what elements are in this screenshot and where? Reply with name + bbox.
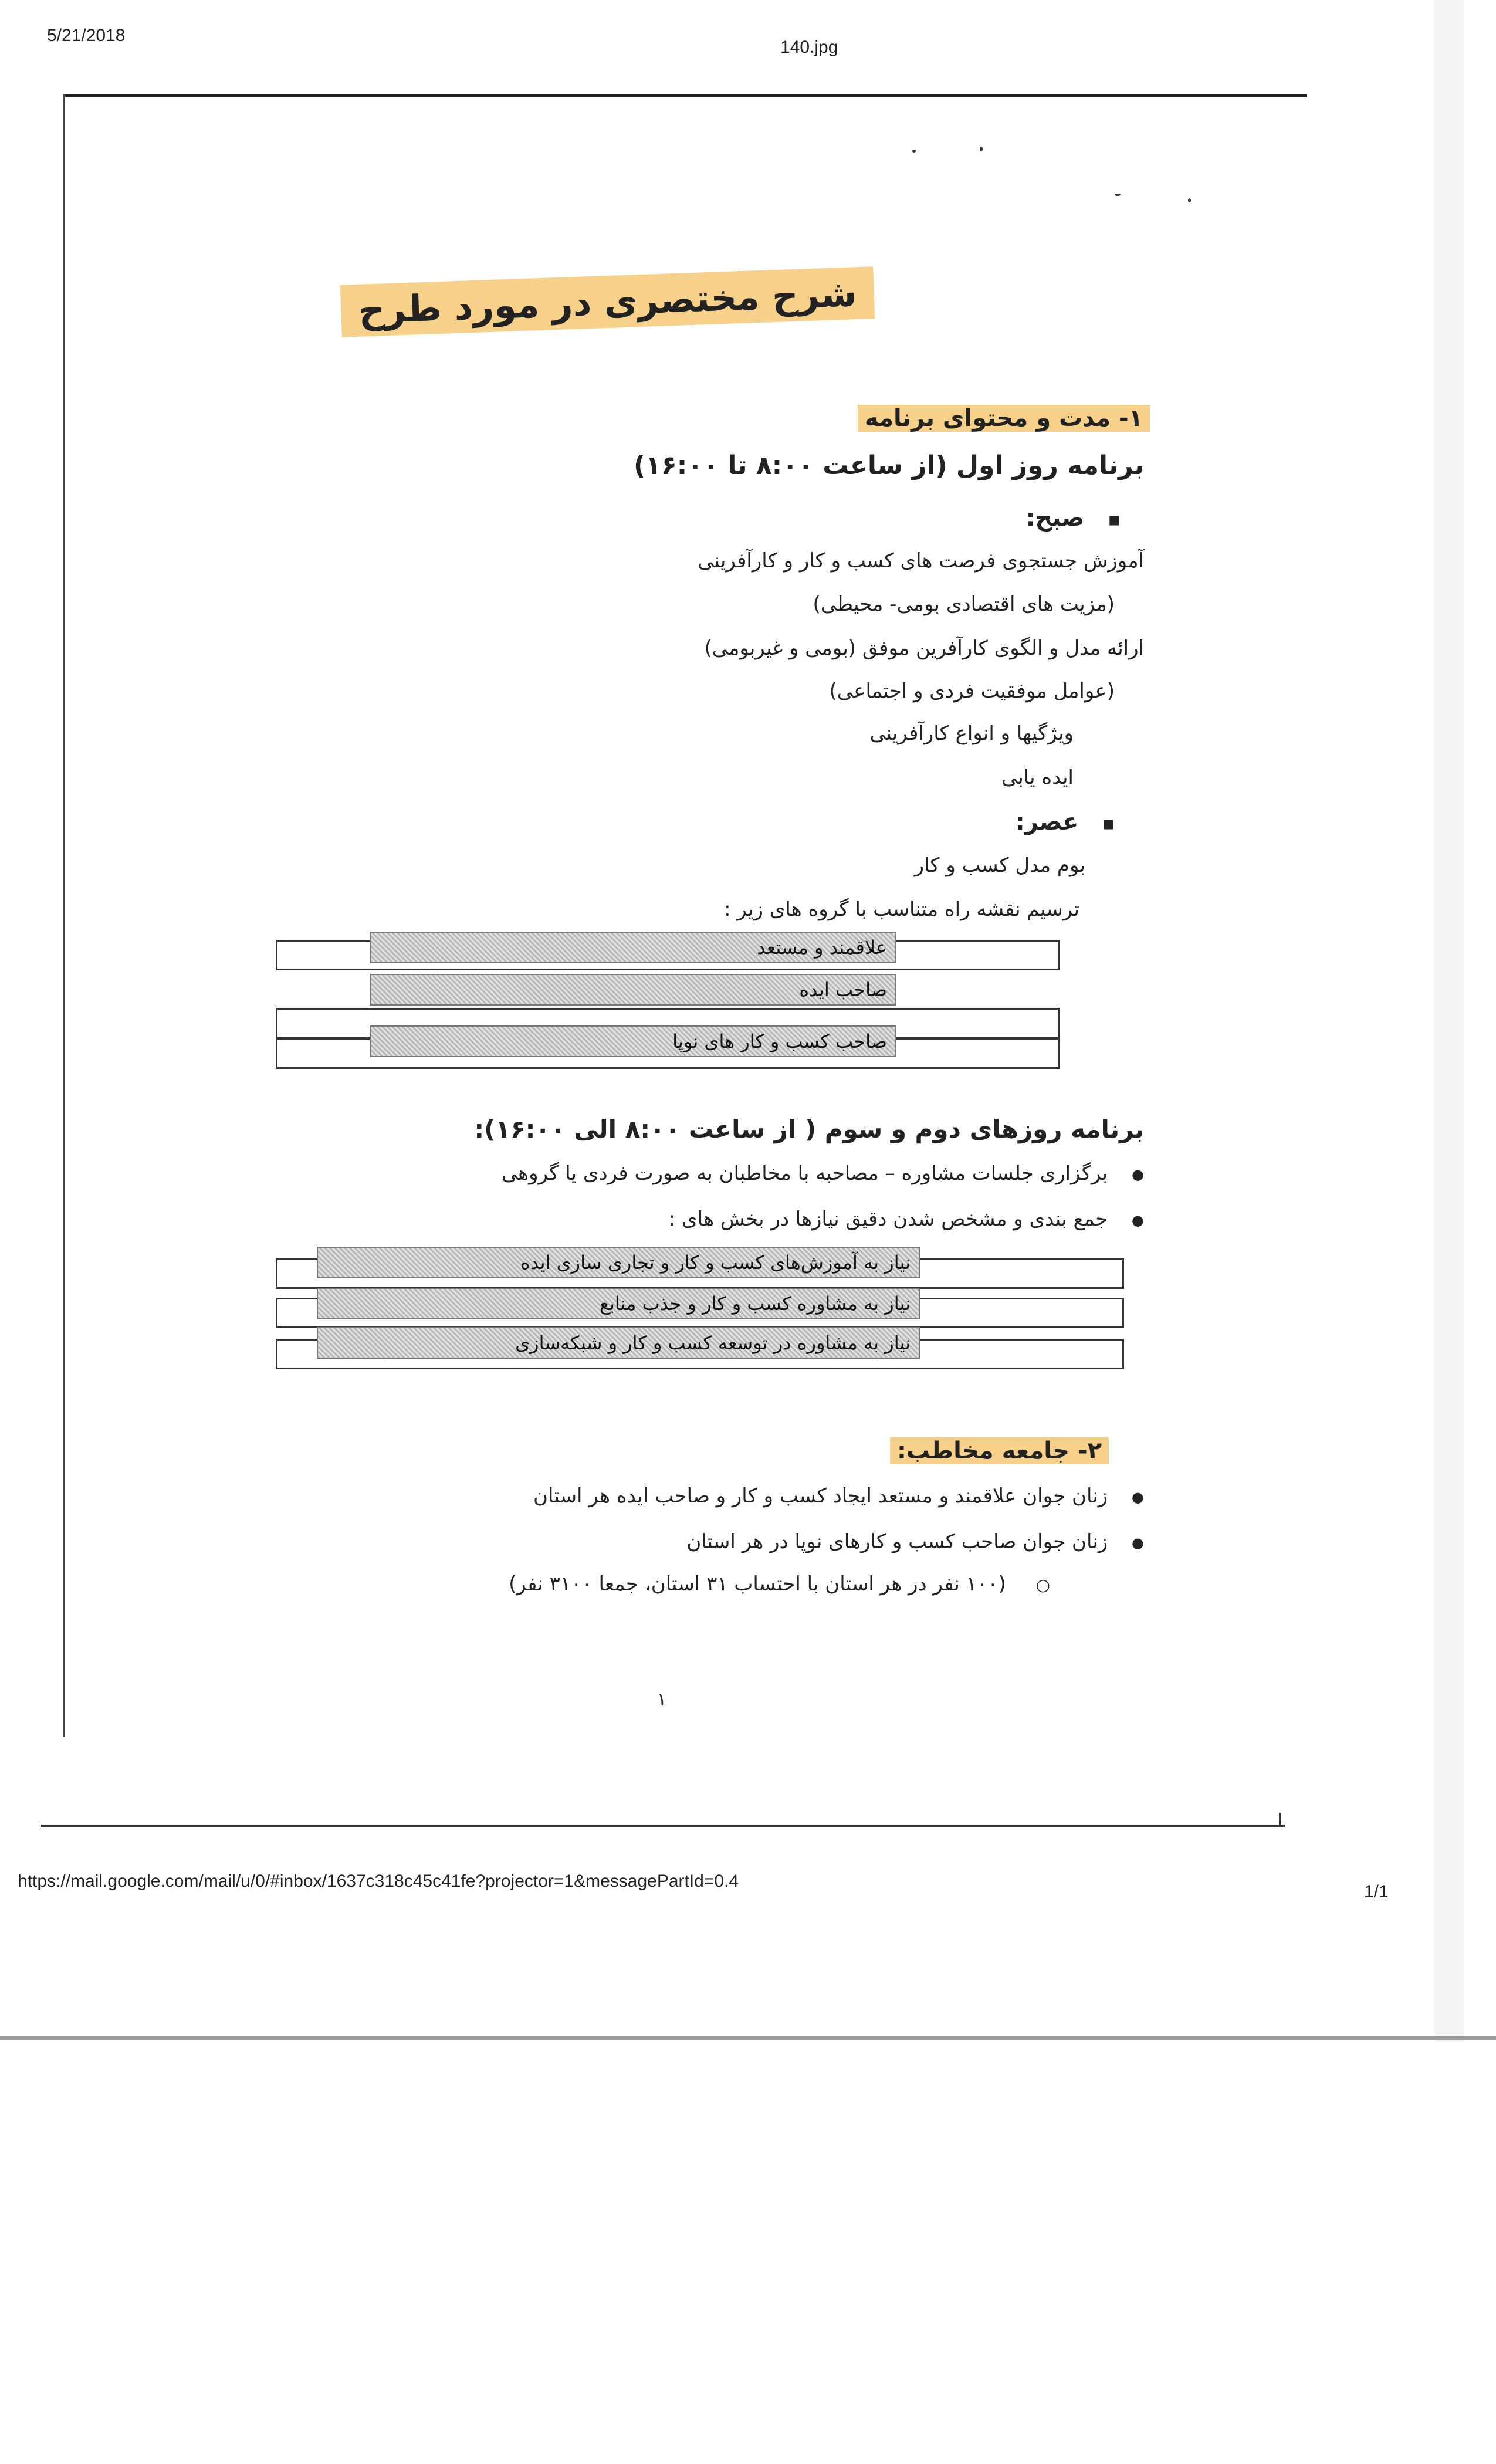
scan-border-tick [1279, 1813, 1281, 1826]
page-bottom-edge [0, 2036, 1496, 2040]
afternoon-item: بوم مدل کسب و کار [914, 854, 1085, 877]
scan-border-top [63, 94, 1307, 97]
day1-title: برنامه روز اول (از ساعت ۸:۰۰ تا ۱۶:۰۰) [633, 451, 1144, 480]
afternoon-label-text: عصر: [1015, 808, 1079, 835]
scan-speck [1188, 198, 1191, 202]
day23-title: برنامه روزهای دوم و سوم ( از ساعت ۸:۰۰ الی ۱۶:۰۰): [474, 1115, 1144, 1143]
scan-border-bottom [41, 1825, 1285, 1827]
morning-item: ایده یابی [1001, 766, 1074, 789]
afternoon-item: ترسیم نقشه راه متناسب با گروه های زیر : [724, 898, 1079, 921]
morning-item: ارائه مدل و الگوی کارآفرین موفق (بومی و غیربومی) [704, 637, 1144, 660]
morning-item: (عوامل موفقیت فردی و اجتماعی) [829, 679, 1115, 703]
section1-heading [858, 405, 1150, 432]
afternoon-label [1016, 808, 1115, 835]
print-page-count: 1/1 [1364, 1882, 1389, 1901]
morning-item: (مزیت های اقتصادی بومی- محیطی) [813, 593, 1115, 616]
day23-item-text: جمع بندی و مشخص شدن دقیق نیازها در بخش های : [668, 1207, 1108, 1231]
page-number: ۱ [657, 1690, 667, 1710]
scan-speck [1115, 194, 1121, 196]
document-title [341, 272, 874, 332]
day23-item [502, 1162, 1144, 1185]
day23-item-text: برگزاری جلسات مشاوره – مصاحبه با مخاطبان به صورت فردی یا گروهی [501, 1162, 1108, 1185]
print-date: 5/21/2018 [47, 26, 126, 45]
scan-speck [912, 150, 916, 153]
audience-subitem-text: (۱۰۰ نفر در هر استان با احتساب ۳۱ استان، جمعا ۳۱۰۰ نفر) [509, 1572, 1006, 1596]
audience-item [686, 1530, 1144, 1553]
group-row-label: علاقمند و مستعد [370, 932, 896, 963]
need-row-label: نیاز به آموزش‌های کسب و کار و تجاری سازی ایده [317, 1247, 920, 1278]
audience-item-text: زنان جوان علاقمند و مستعد ایجاد کسب و کار و صاحب ایده هر استان [533, 1484, 1108, 1508]
print-filename: 140.jpg [780, 38, 838, 57]
group-row-label: صاحب کسب و کار های نوپا [370, 1025, 896, 1057]
print-url: https://mail.google.com/mail/u/0/#inbox/1637c318c45c41fe?projector=1&messagePartId=0.4 [18, 1871, 739, 1891]
audience-subitem [509, 1572, 1050, 1596]
need-row-label: نیاز به مشاوره در توسعه کسب و کار و شبکه‌سازی [317, 1327, 920, 1359]
day23-item [669, 1207, 1144, 1231]
morning-item: ویژگیها و انواع کارآفرینی [869, 722, 1074, 745]
morning-label [1026, 505, 1121, 532]
scan-border-left [63, 94, 65, 1737]
morning-item: آموزش جستجوی فرصت های کسب و کار و کارآفرینی [698, 549, 1144, 573]
need-row-label: نیاز به مشاوره کسب و کار و جذب منابع [317, 1288, 920, 1319]
morning-label-text: صبح: [1025, 505, 1085, 532]
section2-heading-text: ۲- جامعه مخاطب: [890, 1437, 1109, 1464]
section1-heading-text: ۱- مدت و محتوای برنامه [858, 405, 1150, 432]
audience-item [533, 1484, 1144, 1508]
audience-item-text: زنان جوان صاحب کسب و کارهای نوپا در هر استان [686, 1530, 1108, 1553]
document-title-text: شرح مختصری در مورد طرح [340, 266, 875, 337]
scan-edge-right [1434, 0, 1464, 2042]
section2-heading [890, 1437, 1109, 1464]
scan-speck [980, 147, 983, 151]
group-row-label: صاحب ایده [370, 974, 896, 1006]
